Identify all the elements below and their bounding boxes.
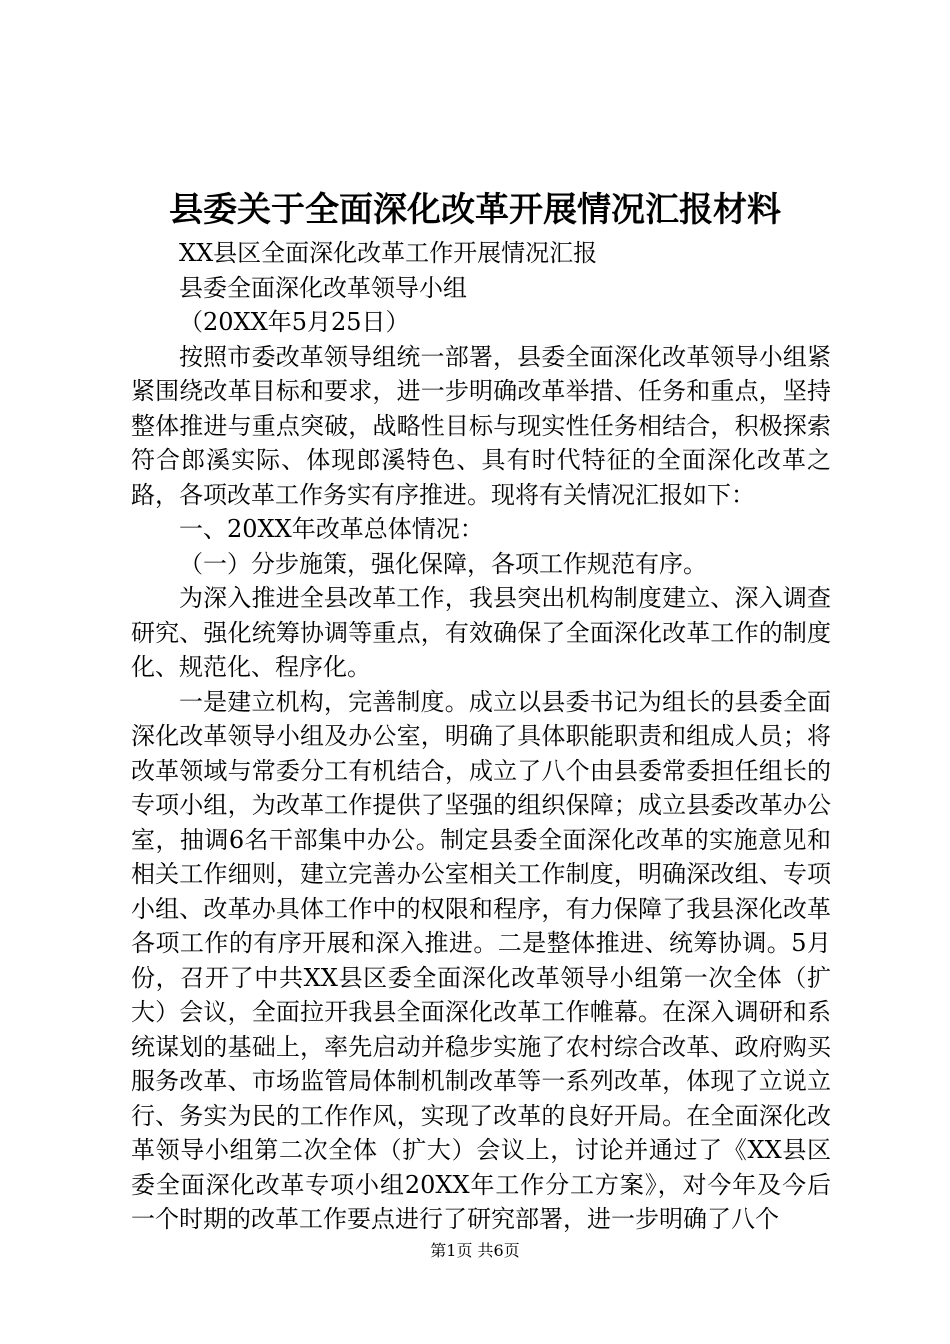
report-subtitle: XX县区全面深化改革工作开展情况汇报 xyxy=(179,239,598,267)
report-author: 县委全面深化改革领导小组 xyxy=(179,273,467,302)
intro-paragraph: 按照市委改革领导组统一部署，县委全面深化改革领导小组紧紧围绕改革目标和要求，进一步明确改革举措、任务和重点，坚持整体推进与重点突破，战略性目标与现实性任务相结合，积极探索符合郎溪实际、体现郎溪特色、具有时代特征的全面深化改革之路，各项改革工作务实有序推进。现将有关情况汇报如下： xyxy=(131,342,831,509)
subsection-heading: （一）分步施策，强化保障，各项工作规范有序。 xyxy=(179,549,707,578)
page-number-footer: 第1页 共6页 xyxy=(430,1241,520,1260)
body-paragraph: 一是建立机构，完善制度。成立以县委书记为组长的县委全面深化改革领导小组及办公室，明确了具体职能职责和组成人员；将改革领域与常委分工有机结合，成立了八个由县委常委担任组长的专项小组，为改革工作提供了坚强的组织保障；成立县委改革办公室，抽调6名干部集中办公。制定县委全面深化改革的实施意见和相关工作细则，建立完善办公室相关工作制度，明确深改组、专项小组、改革办具体工作中的权限和程序，有力保障了我县深化改革各项工作的有序开展和深入推进。二是整体推进、统筹协调。5月份，召开了中共XX县区委全面深化改革领导小组第一次全体（扩大）会议，全面拉开我县全面深化改革工作帷幕。在深入调研和系统谋划的基础上，率先启动并稳步实施了农村综合改革、政府购买服务改革、市场监管局体制机制改革等一系列改革，体现了立说立行、务实为民的工作作风，实现了改革的良好开局。在全面深化改革领导小组第二次全体（扩大）会议上，讨论并通过了《XX县区委全面深化改革专项小组20XX年工作分工方案》，对今年及今后一个时期的改革工作要点进行了研究部署，进一步明确了八个 xyxy=(131,687,831,1233)
body-paragraph: 为深入推进全县改革工作，我县突出机构制度建立、深入调查研究、强化统筹协调等重点，有效确保了全面深化改革工作的制度化、规范化、程序化。 xyxy=(131,584,831,681)
section-heading: 一、20XX年改革总体情况： xyxy=(179,515,484,543)
document-body xyxy=(131,236,831,1237)
report-date: （20XX年5月25日） xyxy=(179,308,410,336)
document-title: 县委关于全面深化改革开展情况汇报材料 xyxy=(169,190,781,230)
